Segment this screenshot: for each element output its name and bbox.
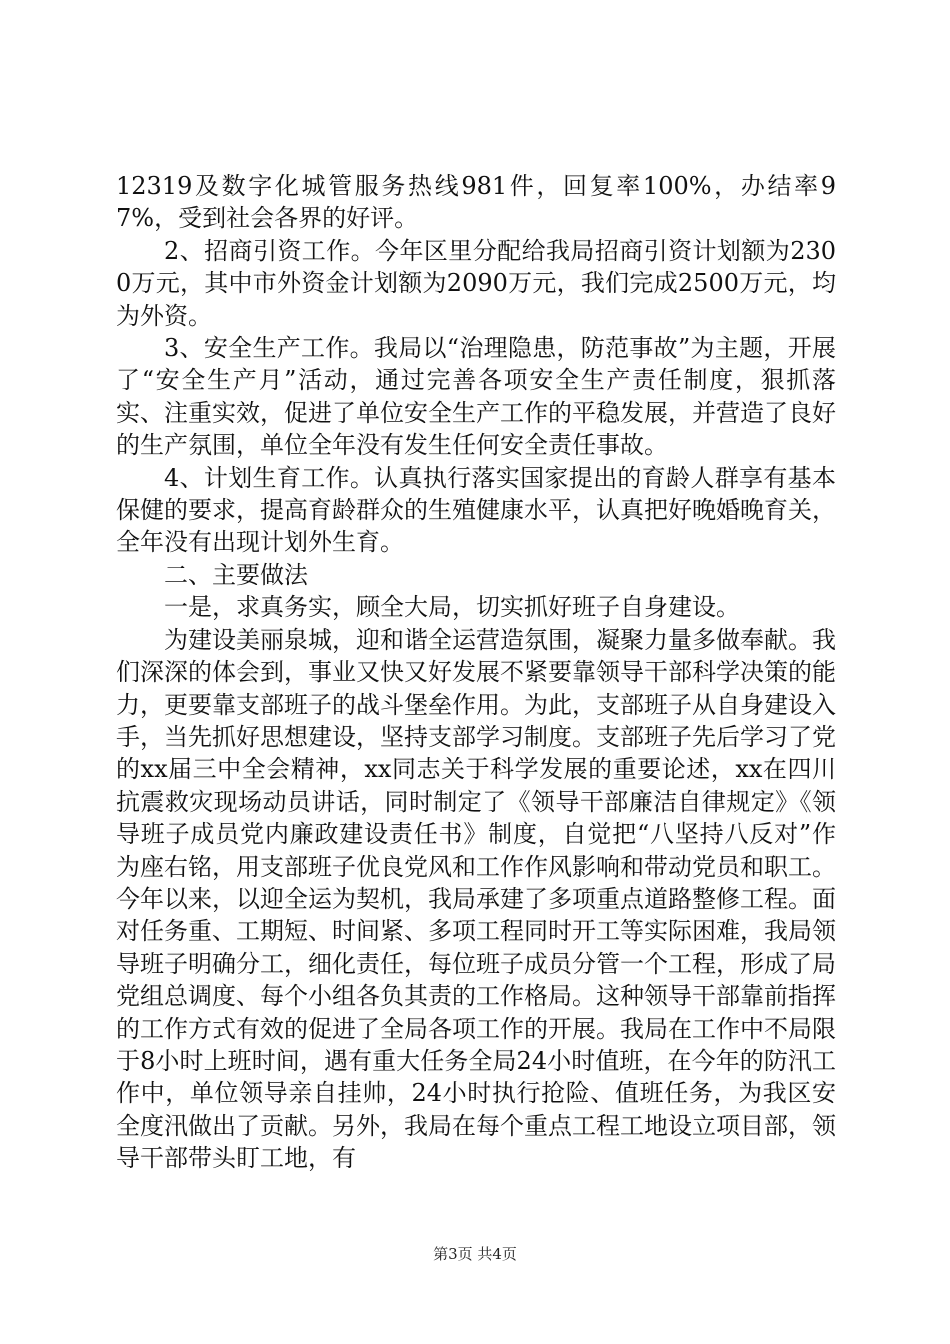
paragraph-hotline-stats: 12319及数字化城管服务热线981件，回复率100%，办结率97%，受到社会各界的好评。 [116, 172, 836, 233]
paragraph-family-planning: 4、计划生育工作。认真执行落实国家提出的育龄人群享有基本保健的要求，提高育龄群众的生殖健康水平，认真把好晚婚晚育关，全年没有出现计划外生育。 [116, 463, 836, 557]
section-heading-main-practices: 二、主要做法 [164, 560, 308, 589]
paragraph-team-building: 为建设美丽泉城，迎和谐全运营造氛围，凝聚力量多做奉献。我们深深的体会到，事业又快又好发展不紧要靠领导干部科学决策的能力，更要靠支部班子的战斗堡垒作用。为此，支部班子从自身建设入手，当先抓好思想建设，坚持支部学习制度。支部班子先后学习了党的xx届三中全会精神，xx同志关于科学发展的重要论述，xx在四川抗震救灾现场动员讲话，同时制定了《领导干部廉洁自律规定》《领导班子成员党内廉政建设责任书》制度，自觉把“八坚持八反对”作为座右铭，用支部班子优良党风和工作作风影响和带动党员和职工。今年以来，以迎全运为契机，我局承建了多项重点道路整修工程。面对任务重、工期短、时间紧、多项工程同时开工等实际困难，我局领导班子明确分工，细化责任，每位班子成员分管一个工程，形成了局党组总调度、每个小组各负其责的工作格局。这种领导干部靠前指挥的工作方式有效的促进了全局各项工作的开展。我局在工作中不局限于8小时上班时间，遇有重大任务全局24小时值班，在今年的防汛工作中，单位领导亲自挂帅，24小时执行抢险、值班任务，为我区安全度汛做出了贡献。另外，我局在每个重点工程工地设立项目部，领导干部带头盯工地，有 [116, 625, 836, 1173]
paragraph-investment: 2、招商引资工作。今年区里分配给我局招商引资计划额为2300万元，其中市外资金计划额为2090万元，我们完成2500万元，均为外资。 [116, 236, 836, 330]
paragraph-safety: 3、安全生产工作。我局以“治理隐患，防范事故”为主题，开展了“安全生产月”活动，通过完善各项安全生产责任制度，狠抓落实、注重实效，促进了单位安全生产工作的平稳发展，并营造了良好的生产氛围，单位全年没有发生任何安全责任事故。 [116, 334, 836, 460]
document-body [116, 170, 836, 1175]
subheading-team-building: 一是，求真务实，顾全大局，切实抓好班子自身建设。 [164, 593, 740, 622]
page-number-footer: 第3页 共4页 [433, 1245, 517, 1263]
